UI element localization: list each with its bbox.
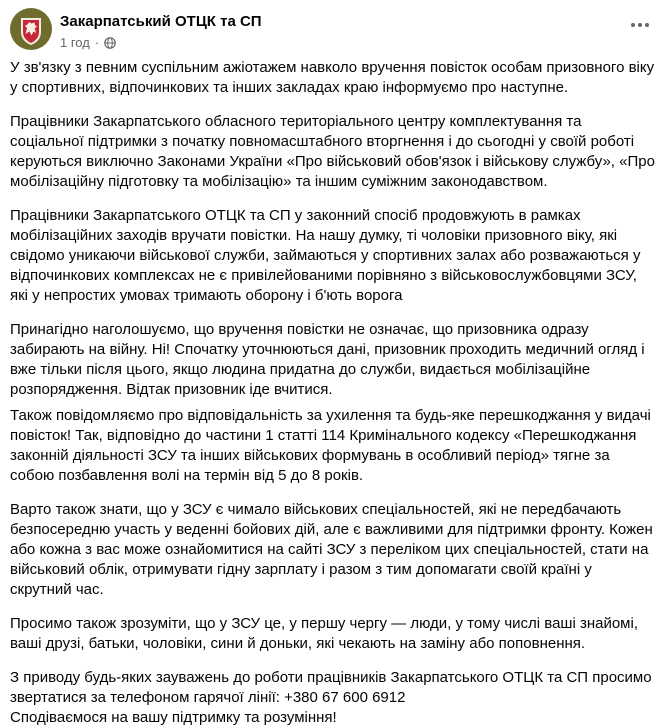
page-name[interactable]: Закарпатський ОТЦК та СП bbox=[60, 13, 262, 30]
post-timestamp[interactable]: 1 год bbox=[60, 35, 90, 50]
post-paragraph: Сподіваємося на вашу підтримку та розуміння! bbox=[10, 709, 337, 726]
page-avatar[interactable] bbox=[10, 8, 52, 50]
post-body bbox=[10, 58, 655, 728]
post-paragraph: Варто також знати, що у ЗСУ є чимало військових спеціальностей, які не передбачають безпосередню участь у веденні бойових дій, але є важливими для підтримки фронту. Кожен або кожна з вас може ознайомитися на сайті ЗСУ з переліком цих спеціальностей, стати на військовий облік, отримувати гідну зарплату і разом з тим допомагати своїй країні у скрутний час. bbox=[10, 501, 653, 598]
emblem-icon bbox=[10, 8, 52, 50]
post-paragraph: Працівники Закарпатського обласного територіального центру комплектування та соціальної підтримки з початку повномасштабного вторгнення і до сьогодні у своїй роботі керуються виключно Законами України «Про військовий обов'язок і військову службу», «Про мобілізаційну підготовку та мобілізацію» та іншим суміжним законодавством. bbox=[10, 113, 655, 190]
meta-separator: · bbox=[94, 35, 100, 50]
post-header bbox=[10, 8, 655, 54]
more-horizontal-icon[interactable] bbox=[629, 20, 651, 30]
globe-icon[interactable] bbox=[104, 37, 116, 49]
post-paragraph: З приводу будь-яких зауважень до роботи працівників Закарпатського ОТЦК та СП просимо звертатися за телефоном гарячої лінії: +380 67 600 6912 bbox=[10, 669, 652, 706]
post-paragraph: Просимо також зрозуміти, що у ЗСУ це, у першу чергу — люди, у тому числі ваші знайомі, ваші друзі, батьки, чоловіки, сини й доньки, які чекають на заміну або поповнення. bbox=[10, 615, 638, 652]
post-paragraph: Принагідно наголошуємо, що вручення повістки не означає, що призовника одразу забирають на війну. Ні! Спочатку уточнюються дані, призовник проходить медичний огляд і вже тільки після цього, якщо людина придатна до служби, видається мобілізаційне розпорядження. Відтак призовник іде вчитися. bbox=[10, 321, 645, 398]
post-paragraph: Також повідомляємо про відповідальність за ухилення та будь-яке перешкоджання у видачі повісток! Так, відповідно до частини 1 статті 114 Кримінального кодексу «Перешкоджання законній діяльності ЗСУ та інших військових формувань в особливий період» тягне за собою позбавлення волі на термін від 5 до 8 років. bbox=[10, 407, 651, 484]
post-paragraph: У зв'язку з певним суспільним ажіотажем навколо вручення повісток особам призовного віку у спортивних, відпочинкових та інших закладах краю інформуємо про наступне. bbox=[10, 59, 655, 96]
post-paragraph: Працівники Закарпатського ОТЦК та СП у законний спосіб продовжують в рамках мобілізаційних заходів вручати повістки. На нашу думку, ті чоловіки призовного віку, які свідомо уникаючи військової служби, займаються у спортивних залах або розважаються у відпочинкових комплексах не є привілейованими порівняно з військовослужбовцями ЗСУ, які у непростих умовах тримають оборону і б'ють ворога bbox=[10, 207, 641, 304]
post-meta bbox=[60, 35, 116, 50]
